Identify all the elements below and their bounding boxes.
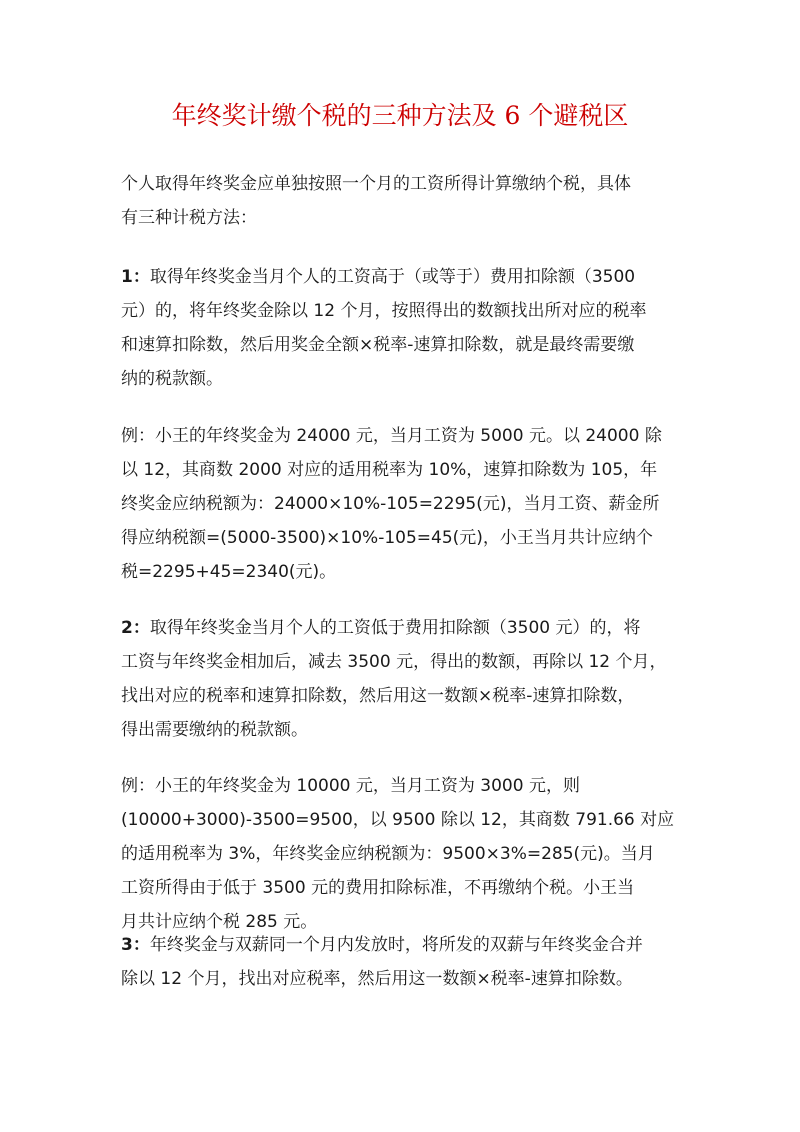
- document-title: 年终奖计缴个税的三种方法及 6 个避税区: [171, 101, 629, 130]
- method-number: 2：: [121, 618, 150, 638]
- paragraph-line: 个人取得年终奖金应单独按照一个月的工资所得计算缴纳个税，具体: [121, 174, 631, 194]
- line-text: 年终奖金与双薪同一个月内发放时，将所发的双薪与年终奖金合并: [149, 935, 643, 955]
- paragraph-line: 得出需要缴纳的税款额。: [121, 720, 308, 740]
- method-3-paragraph: [121, 928, 687, 996]
- paragraph-line: 有三种计税方法：: [121, 208, 257, 228]
- paragraph-line: 的适用税率为 3%，年终奖金应纳税额为：9500×3%=285(元)。当月: [121, 844, 655, 864]
- paragraph-line: (10000+3000)-3500=9500，以 9500 除以 12，其商数 791.66 对应: [121, 810, 675, 830]
- line-text: 取得年终奖金当月个人的工资低于费用扣除额（3500 元）的，将: [149, 618, 641, 638]
- paragraph-line: 和速算扣除数，然后用奖金全额×税率-速算扣除数，就是最终需要缴: [121, 335, 635, 355]
- paragraph-line: 得应纳税额=(5000-3500)×10%-105=45(元)，小王当月共计应纳个: [121, 528, 653, 548]
- paragraph-line: [121, 928, 687, 962]
- paragraph-line: 税=2295+45=2340(元)。: [121, 562, 337, 582]
- paragraph-line: 除以 12 个月，找出对应税率，然后用这一数额×税率-速算扣除数。: [121, 969, 633, 989]
- paragraph-line: 纳的税款额。: [121, 369, 223, 389]
- paragraph-line: 工资所得由于低于 3500 元的费用扣除标准，不再缴纳个税。小王当: [121, 878, 635, 898]
- example-1-paragraph: [121, 419, 687, 589]
- paragraph-line: 月共计应纳个税 285 元。: [121, 912, 318, 932]
- paragraph-line: [121, 611, 687, 645]
- paragraph-line: 找出对应的税率和速算扣除数，然后用这一数额×税率-速算扣除数，: [121, 686, 635, 706]
- paragraph-line: 以 12，其商数 2000 对应的适用税率为 10%，速算扣除数为 105，年: [121, 460, 658, 480]
- method-number: 3：: [121, 935, 150, 955]
- paragraph-line: 工资与年终奖金相加后，减去 3500 元，得出的数额，再除以 12 个月，: [121, 652, 667, 672]
- paragraph-line: 例：小王的年终奖金为 24000 元，当月工资为 5000 元。以 24000 除: [121, 426, 662, 446]
- intro-paragraph: [121, 167, 687, 235]
- paragraph-line: 元）的，将年终奖金除以 12 个月，按照得出的数额找出所对应的税率: [121, 301, 647, 321]
- method-number: 1：: [121, 267, 150, 287]
- paragraph-line: [121, 260, 687, 294]
- method-2-paragraph: [121, 611, 687, 747]
- method-1-paragraph: [121, 260, 687, 396]
- paragraph-line: 例：小王的年终奖金为 10000 元，当月工资为 3000 元，则: [121, 776, 580, 796]
- paragraph-line: 终奖金应纳税额为：24000×10%-105=2295(元)，当月工资、薪金所: [121, 494, 660, 514]
- line-text: 取得年终奖金当月个人的工资高于（或等于）费用扣除额（3500: [149, 267, 636, 287]
- example-2-paragraph: [121, 769, 687, 939]
